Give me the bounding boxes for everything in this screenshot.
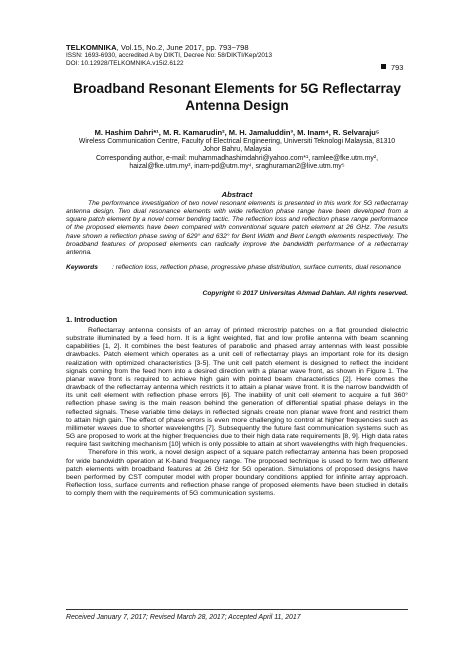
- journal-info: , Vol.15, No.2, June 2017, pp. 793~798: [116, 43, 249, 52]
- authors: M. Hashim Dahri*¹, M. R. Kamarudin², M. H. Jamaluddin³, M. Inam⁴, R. Selvaraju⁵: [94, 128, 380, 137]
- journal-name: TELKOMNIKA: [66, 43, 117, 52]
- received-dates: Received January 7, 2017; Revised March 28, 2017; Accepted April 11, 2017: [66, 614, 301, 621]
- paragraph: Reflectarray antenna consists of an array of printed microstrip patches on a flat grounded dielectric substrate illuminated by a feed horn. It is a light weighted, flat and low profile antenna with beam scanning capabilities [1, 2]. It combines the best features of parabolic and phased array antennas with least possible drawbacks. Patch element which operates as a unit cell of reflectarray plays an important role for its design realization with optimized characteristics [3-5]. The unit cell patch element is designed to reflect the incident signals coming from the feed horn into a desired direction with a planar wave front, as shown in Figure 1. The planar wave front is required to achieve high gain with pointed beam characteristics [2]. Here comes the drawback of the reflectarray antenna which restricts it to attain a planar wave front. It is the narrow bandwidth of its unit cell element with reflection phase errors [6]. The inability of unit cell element to acquire a full 360° reflection phase swing is the main reason behind the generation of differential spatial phase delays in the reflected signals. These variable time delays in reflected signals create non planar wave front and restrict them to attain high gain. The effect of phase errors is even more challenging to control at higher frequencies such as millimeter waves due to shorter wavelengths [7]. Subsequently the future fast communication systems such as 5G are proposed to work at the higher frequencies due to their high data rate requirements [8, 9]. High data rates require fast switching mechanism [10] which is only possible to attain at short wavelengths with high frequencies.: [66, 327, 408, 449]
- affiliation-line: haizal@fke.utm.my³, inam-pd@utm.my⁴, sraghuraman2@live.utm.my⁵: [129, 162, 345, 170]
- page-number-text: 793: [391, 63, 404, 72]
- square-bullet-icon: [381, 64, 386, 69]
- issn-line: ISSN: 1693-6930, accredited A by DIKTI, Decree No: 58/DIKTI/Kep/2013: [66, 52, 273, 59]
- journal-header: [66, 43, 416, 67]
- section-body: [66, 327, 408, 498]
- doi-line: DOI: 10.12928/TELKOMNIKA.v15i2.6122: [66, 59, 184, 67]
- affiliation-line: Johor Bahru, Malaysia: [202, 146, 272, 154]
- keywords: [66, 264, 408, 272]
- affiliation-line: Wireless Communication Centre, Faculty of Electrical Engineering, Universiti Teknologi Malaysia, 81310: [78, 138, 396, 145]
- section-heading: 1. Introduction: [66, 315, 118, 324]
- page-number: [381, 63, 403, 72]
- affiliation: [66, 138, 408, 171]
- keywords-text: : reflection loss, reflection phase, progressive phase distribution, surface currents, dual resonance: [112, 264, 402, 271]
- paper-title: Broadband Resonant Elements for 5G Reflectarray Antenna Design: [73, 81, 401, 113]
- keywords-label: Keywords: [66, 264, 98, 271]
- footer-rule: [66, 609, 408, 610]
- affiliation-line: Corresponding author, e-mail: muhammadhashimdahri@yahoo.com*¹, ramlee@fke.utm.my²,: [95, 154, 379, 162]
- journal-title-line: [66, 43, 416, 52]
- paragraph: Therefore in this work, a novel design aspect of a square patch reflectarray antenna has been proposed for wide bandwidth operation at K-band frequency range. The proposed technique is used to form two different patch elements with broadband features at 26 GHz for 5G operation. Simulations of proposed designs have been performed by CST computer model with proper boundary conditions applied for infinite array approach. Reflection loss, surface currents and reflection phase range of proposed elements have been studied in details to comply them with the requirements of 5G communication systems.: [66, 449, 408, 498]
- abstract-heading: Abstract: [221, 190, 253, 199]
- copyright: Copyright © 2017 Universitas Ahmad Dahlan. All rights reserved.: [202, 290, 408, 297]
- abstract-text: The performance investigation of two novel resonant elements is presented in this work for 5G reflectarray antenna design. Two dual resonance elements with wide reflection phase range have been developed from a square patch element by a novel corner bending tactic. The reflection loss and reflection phase range performance of the proposed elements have been compared with conventional square patch element at 26 GHz. The results have shown a reflection phase swing of 629° and 632° for Bent Width and Bent Length elements respectively. The broadband features of proposed elements can radically improve the bandwidth performance of a reflectarray antenna.: [66, 200, 408, 256]
